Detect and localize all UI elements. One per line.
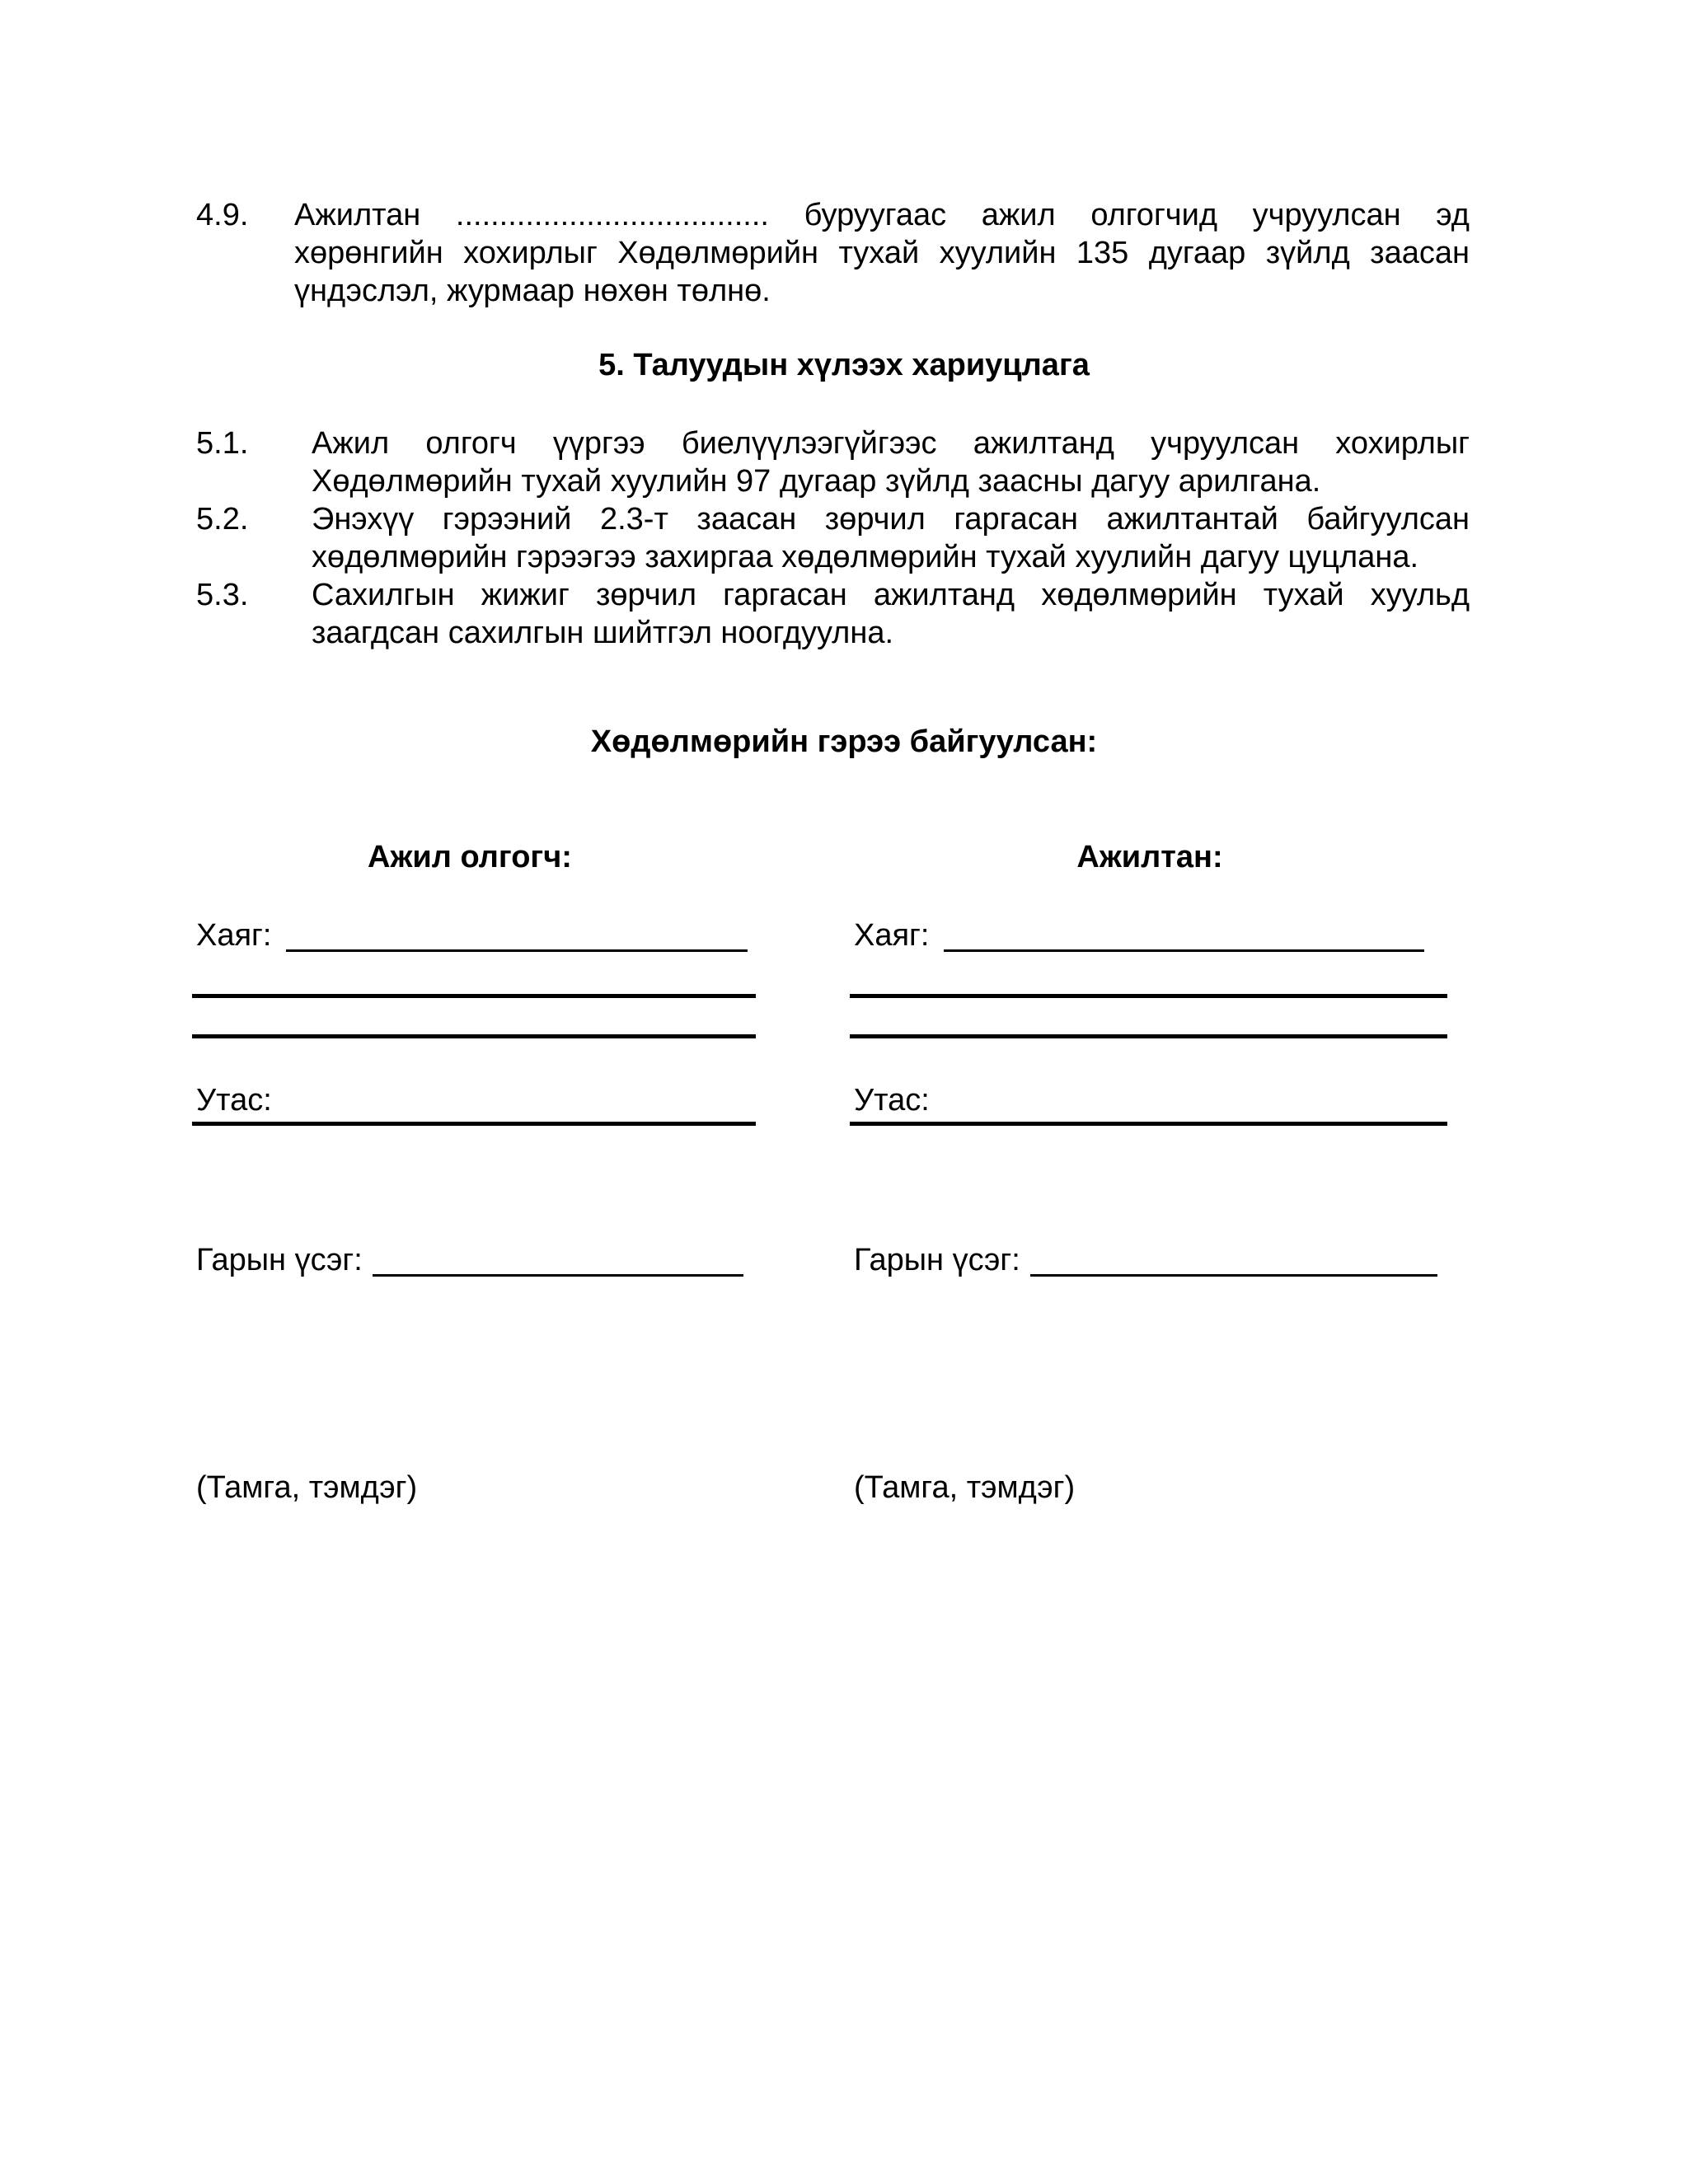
- item-number-5-2: 5.2.: [196, 502, 249, 537]
- employer-heading: Ажил олгогч:: [368, 840, 572, 874]
- word: буруугаас: [804, 198, 947, 232]
- item-number-4-9: 4.9.: [196, 198, 249, 232]
- item-5-2-line2: хөдөлмөрийн гэрээгээ захиргаа хөдөлмөрийн тухай хуулийн дагуу цуцлана.: [312, 540, 1419, 574]
- item-number-5-3: 5.3.: [196, 578, 249, 612]
- item-5-3-line2: заагдсан сахилгын шийтгэл ноогдуулна.: [312, 616, 894, 650]
- employee-phone-label: Утас:: [854, 1083, 930, 1118]
- employer-phone-line: [192, 1122, 756, 1126]
- item-4-9-text: [294, 196, 1470, 310]
- employee-signature-line: [1030, 1274, 1437, 1277]
- employee-phone-line: [850, 1122, 1447, 1126]
- word: учруулсан: [1252, 198, 1401, 232]
- employee-address-line-3: [850, 1034, 1447, 1038]
- employee-address-line-2: [850, 994, 1447, 998]
- word: эд: [1436, 198, 1470, 232]
- employer-address-label: Хаяг:: [196, 918, 272, 953]
- item-number-5-1: 5.1.: [196, 426, 249, 461]
- item-5-3-line1: Сахилгын жижиг зөрчил гаргасан ажилтанд хөдөлмөрийн тухай хуульд: [312, 578, 1470, 612]
- item-5-3-text: [312, 576, 1470, 652]
- employer-address-line-2: [192, 994, 756, 998]
- signatures-title: Хөдөлмөрийн гэрээ байгуулсан:: [590, 724, 1098, 759]
- employer-address-line-3: [192, 1034, 756, 1038]
- employee-address-line-1: [944, 949, 1424, 952]
- employee-address-label: Хаяг:: [854, 918, 930, 953]
- item-4-9-line2: хөрөнгийн хохирлыг Хөдөлмөрийн тухай хуулийн 135 дугаар зүйлд заасан: [294, 236, 1470, 270]
- employee-stamp-label: (Тамга, тэмдэг): [854, 1470, 1076, 1505]
- employee-heading: Ажилтан:: [1076, 840, 1223, 874]
- employer-signature-label: Гарын үсэг:: [196, 1243, 363, 1277]
- item-5-2-text: [312, 500, 1470, 576]
- employer-phone-label: Утас:: [196, 1083, 272, 1118]
- blank-dots: ....................................: [455, 198, 769, 232]
- employer-stamp-label: (Тамга, тэмдэг): [196, 1470, 418, 1505]
- word: олгогчид: [1090, 198, 1218, 232]
- item-5-2-line1: Энэхүү гэрээний 2.3-т заасан зөрчил гаргасан ажилтантай байгуулсан: [312, 502, 1470, 537]
- word: ажил: [981, 198, 1056, 232]
- item-5-1-line1: Ажил олгогч үүргээ биелүүлээгүйгээс ажилтанд учруулсан хохирлыг: [312, 426, 1470, 461]
- item-5-1-text: [312, 424, 1470, 500]
- employee-signature-label: Гарын үсэг:: [854, 1243, 1020, 1277]
- item-4-9-line1: [294, 196, 1470, 234]
- word: Ажилтан: [294, 198, 421, 232]
- item-5-1-line2: Хөдөлмөрийн тухай хуулийн 97 дугаар зүйлд заасны дагуу арилгана.: [312, 464, 1321, 499]
- item-4-9-line3: үндэслэл, журмаар нөхөн төлнө.: [294, 274, 771, 308]
- section-5-title: 5. Талуудын хүлээх хариуцлага: [598, 348, 1090, 382]
- employer-address-line-1: [286, 949, 748, 952]
- employer-signature-line: [373, 1274, 743, 1277]
